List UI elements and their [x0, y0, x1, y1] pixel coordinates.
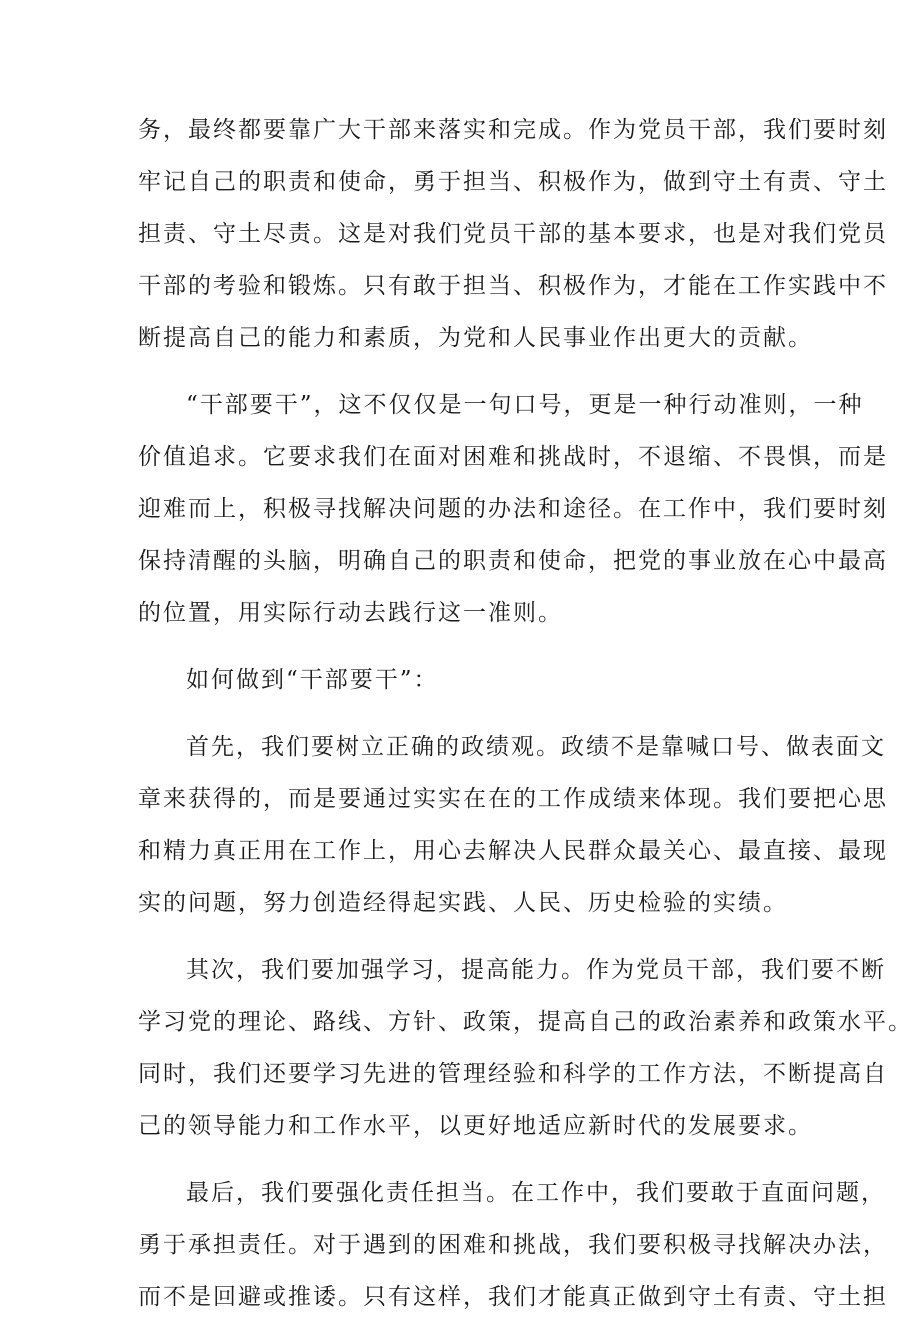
- paragraph-6: [138, 1167, 888, 1323]
- text-line: 实的问题，努力创造经得起实践、人民、历史检验的实绩。: [138, 890, 788, 916]
- text-line: 担责、守土尽责。这是对我们党员干部的基本要求，也是对我们党员: [138, 221, 888, 247]
- text-line: 牢记自己的职责和使命，勇于担当、积极作为，做到守土有责、守土: [138, 169, 888, 195]
- text-line: 如何做到“干部要干”：: [186, 667, 439, 693]
- text-line: 章来获得的，而是要通过实实在在的工作成绩来体现。我们要把心思: [138, 786, 888, 812]
- paragraph-3: [138, 654, 798, 706]
- text-line: 同时，我们还要学习先进的管理经验和科学的工作方法，不断提高自: [138, 1061, 888, 1087]
- text-line: 勇于承担责任。对于遇到的困难和挑战，我们要积极寻找解决办法，: [138, 1232, 888, 1258]
- text-line: 己的领导能力和工作水平，以更好地适应新时代的发展要求。: [138, 1113, 813, 1139]
- text-line: 而不是回避或推诿。只有这样，我们才能真正做到守土有责、守土担: [138, 1284, 888, 1310]
- text-line: 学习党的理论、路线、方针、政策，提高自己的政治素养和政策水平。: [138, 1009, 913, 1035]
- text-line: 首先，我们要树立正确的政绩观。政绩不是靠喊口号、做表面文: [186, 734, 886, 760]
- document-body: [138, 104, 913, 1338]
- text-line: 断提高自己的能力和素质，为党和人民事业作出更大的贡献。: [138, 325, 813, 351]
- paragraph-2: [138, 379, 888, 639]
- text-line: 和精力真正用在工作上，用心去解决人民群众最关心、最直接、最现: [138, 838, 888, 864]
- text-line: 其次，我们要加强学习，提高能力。作为党员干部，我们要不断: [186, 957, 886, 983]
- text-line: 最后，我们要强化责任担当。在工作中，我们要敢于直面问题，: [186, 1180, 886, 1206]
- paragraph-4: [138, 721, 888, 929]
- text-line: 价值追求。它要求我们在面对困难和挑战时，不退缩、不畏惧，而是: [138, 444, 888, 470]
- text-line: 务，最终都要靠广大干部来落实和完成。作为党员干部，我们要时刻: [138, 117, 888, 143]
- paragraph-5: [138, 944, 913, 1152]
- text-line: 保持清醒的头脑，明确自己的职责和使命，把党的事业放在心中最高: [138, 548, 888, 574]
- text-line: 的位置，用实际行动去践行这一准则。: [138, 600, 563, 626]
- text-line: 干部的考验和锻炼。只有敢于担当、积极作为，才能在工作实践中不: [138, 273, 888, 299]
- text-line: “干部要干”，这不仅仅是一句口号，更是一种行动准则，一种: [186, 392, 864, 418]
- text-line: 迎难而上，积极寻找解决问题的办法和途径。在工作中，我们要时刻: [138, 496, 888, 522]
- paragraph-1: [138, 104, 888, 364]
